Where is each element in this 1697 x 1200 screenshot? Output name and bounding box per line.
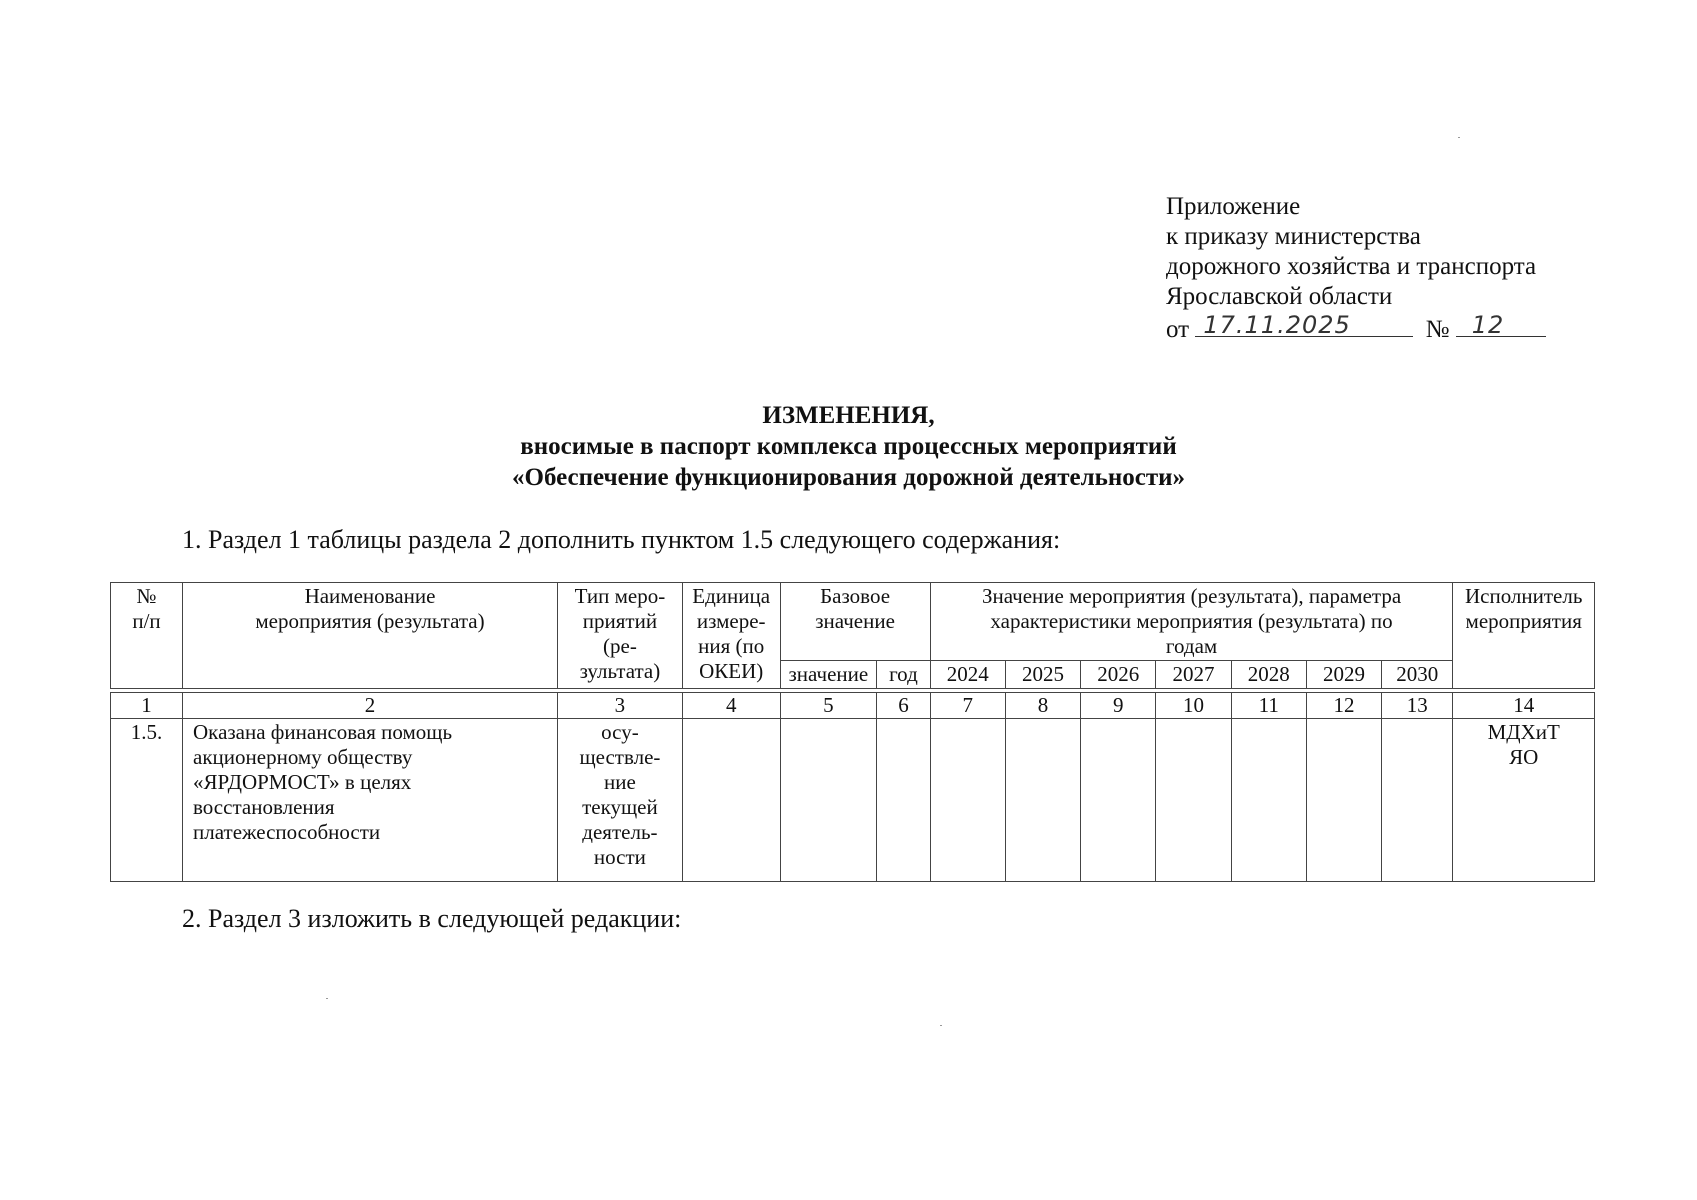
header-year-2028: 2028	[1231, 661, 1306, 689]
handwritten-date: 17.11.2025	[1203, 311, 1351, 339]
paragraph-1: 1. Раздел 1 таблицы раздела 2 дополнить пунктом 1.5 следующего содержания:	[182, 525, 1061, 554]
col-number: 4	[682, 693, 780, 719]
number-prefix: №	[1425, 316, 1450, 343]
table-row	[111, 719, 1595, 882]
column-number-row	[111, 693, 1595, 719]
row-value-2027	[1156, 719, 1231, 882]
paragraph-2: 2. Раздел 3 изложить в следующей редакции:	[182, 904, 682, 933]
header-year-2025: 2025	[1005, 661, 1080, 689]
header-year-2030: 2030	[1382, 661, 1453, 689]
appendix-date-line	[1166, 312, 1546, 345]
col-number: 11	[1231, 693, 1306, 719]
header-year-2026: 2026	[1081, 661, 1156, 689]
date-field	[1195, 312, 1413, 337]
col-number: 9	[1081, 693, 1156, 719]
row-num: 1.5.	[111, 719, 183, 882]
header-base: Базовое значение	[780, 583, 930, 661]
number-field	[1456, 312, 1546, 337]
row-value-2026	[1081, 719, 1156, 882]
header-name: Наименование мероприятия (результата)	[183, 583, 558, 689]
measures-table	[110, 582, 1595, 882]
appendix-block	[1166, 192, 1546, 345]
row-unit	[682, 719, 780, 882]
header-unit: Единица измере- ния (по ОКЕИ)	[682, 583, 780, 689]
handwritten-number: 12	[1471, 311, 1505, 339]
header-year-2029: 2029	[1306, 661, 1381, 689]
title-line-1: ИЗМЕНЕНИЯ,	[762, 402, 935, 429]
scan-speck	[326, 998, 328, 999]
header-executor: Исполнитель мероприятия	[1453, 583, 1595, 689]
col-number: 2	[183, 693, 558, 719]
row-value-2025	[1005, 719, 1080, 882]
row-type: осу- ществле- ние текущей деятель- ности	[557, 719, 682, 882]
col-number: 14	[1453, 693, 1595, 719]
col-number: 1	[111, 693, 183, 719]
row-name: Оказана финансовая помощь акционерному обществу «ЯРДОРМОСТ» в целях восстановления платежеспособности	[183, 719, 558, 882]
row-base-value	[780, 719, 877, 882]
row-executor: МДХиТ ЯО	[1453, 719, 1595, 882]
row-value-2030	[1382, 719, 1453, 882]
appendix-line-1: Приложение	[1166, 193, 1301, 220]
col-number: 7	[930, 693, 1005, 719]
row-value-2024	[930, 719, 1005, 882]
col-number: 5	[780, 693, 877, 719]
appendix-line-2: к приказу министерства	[1166, 223, 1421, 250]
col-number: 13	[1382, 693, 1453, 719]
title-line-3: «Обеспечение функционирования дорожной деятельности»	[512, 464, 1185, 491]
header-year-2027: 2027	[1156, 661, 1231, 689]
appendix-line-4: Ярославской области	[1166, 283, 1393, 310]
date-prefix: от	[1166, 316, 1190, 343]
header-num: № п/п	[111, 583, 183, 689]
header-year-2024: 2024	[930, 661, 1005, 689]
col-number: 3	[557, 693, 682, 719]
row-base-year	[877, 719, 930, 882]
scan-speck	[1458, 137, 1460, 138]
header-base-value: значение	[780, 661, 877, 689]
col-number: 12	[1306, 693, 1381, 719]
scan-speck	[940, 1025, 942, 1026]
col-number: 8	[1005, 693, 1080, 719]
appendix-line-3: дорожного хозяйства и транспорта	[1166, 253, 1537, 280]
header-base-year: год	[877, 661, 930, 689]
header-row-1	[111, 583, 1595, 661]
header-values: Значение мероприятия (результата), параметра характеристики мероприятия (результата) по годам	[930, 583, 1453, 661]
document-title	[0, 400, 1697, 493]
title-line-2: вносимые в паспорт комплекса процессных мероприятий	[520, 433, 1177, 460]
row-value-2028	[1231, 719, 1306, 882]
header-type: Тип меро- приятий (ре- зультата)	[557, 583, 682, 689]
col-number: 10	[1156, 693, 1231, 719]
col-number: 6	[877, 693, 930, 719]
row-value-2029	[1306, 719, 1381, 882]
